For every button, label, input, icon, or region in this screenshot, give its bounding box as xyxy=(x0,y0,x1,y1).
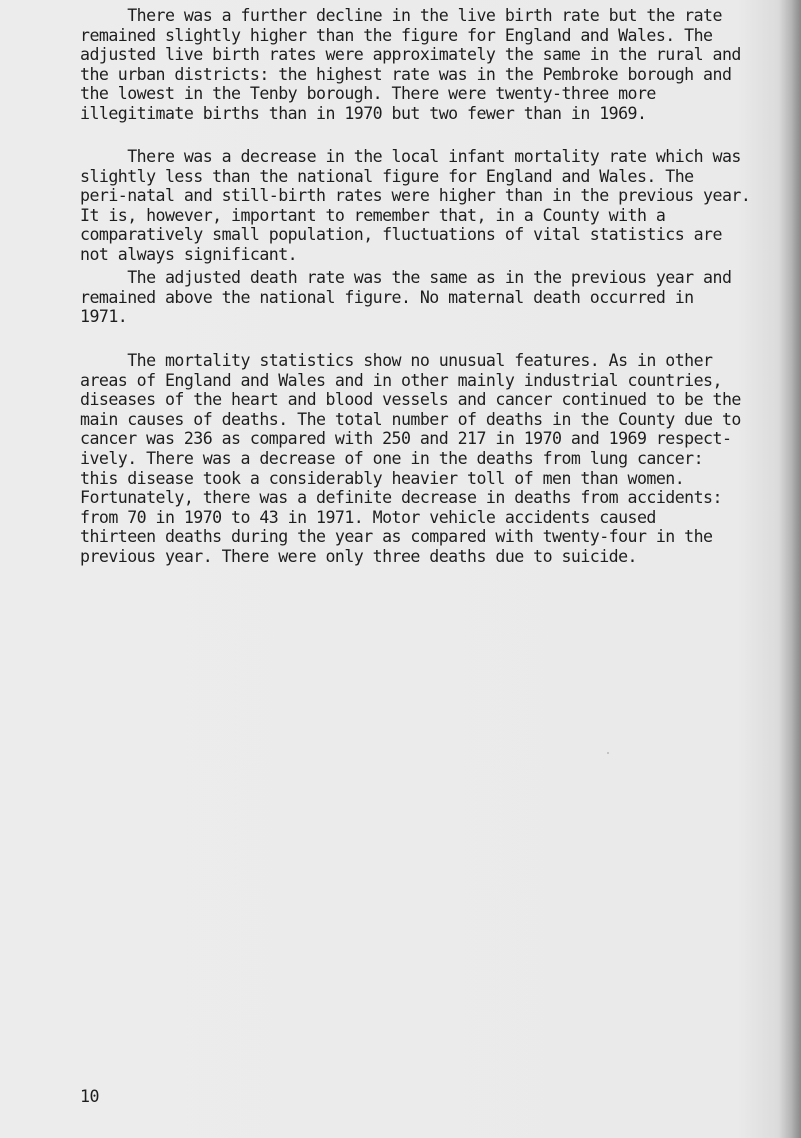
paragraph-infant-mortality: There was a decrease in the local infant mortality rate which was slightly less than the national figure for England and Wales. The peri-natal and still-birth rates were higher than in the previous year. It is, however, important to remember that, in a County with a comparatively small population, fluctuations of vital statistics are not always significant. xyxy=(80,147,751,264)
page-number: 10 xyxy=(80,1087,99,1106)
paragraph-birth-rate: There was a further decline in the live birth rate but the rate remained slightly higher than the figure for England and Wales. The adjusted live birth rates were approximately the same in the rural and the urban districts: the highest rate was in the Pembroke borough and the lowest in the Tenby borough. There were twenty-three more illegitimate births than in 1970 but two fewer than in 1969. xyxy=(80,6,741,123)
page-edge-shadow xyxy=(779,0,801,1138)
paragraph-mortality-statistics: The mortality statistics show no unusual features. As in other areas of England and Wales and in other mainly industrial countries, diseases of the heart and blood vessels and cancer continued to be the main causes of deaths. The total number of deaths in the County due to cancer was 236 as compared with 250 and 217 in 1970 and 1969 respect- ively. There was a decrease of one in the deaths from lung cancer: this disease took a considerably heavier toll of men than women. Fortunately, there was a definite decrease in deaths from accidents: from 70 in 1970 to 43 in 1971. Motor vehicle accidents caused thirteen deaths during the year as compared with twenty-four in the previous year. There were only three deaths due to suicide. xyxy=(80,351,741,566)
paragraph-death-rate: The adjusted death rate was the same as in the previous year and remained above the national figure. No maternal death occurred in 1971. xyxy=(80,268,732,327)
scan-speck xyxy=(607,752,609,754)
